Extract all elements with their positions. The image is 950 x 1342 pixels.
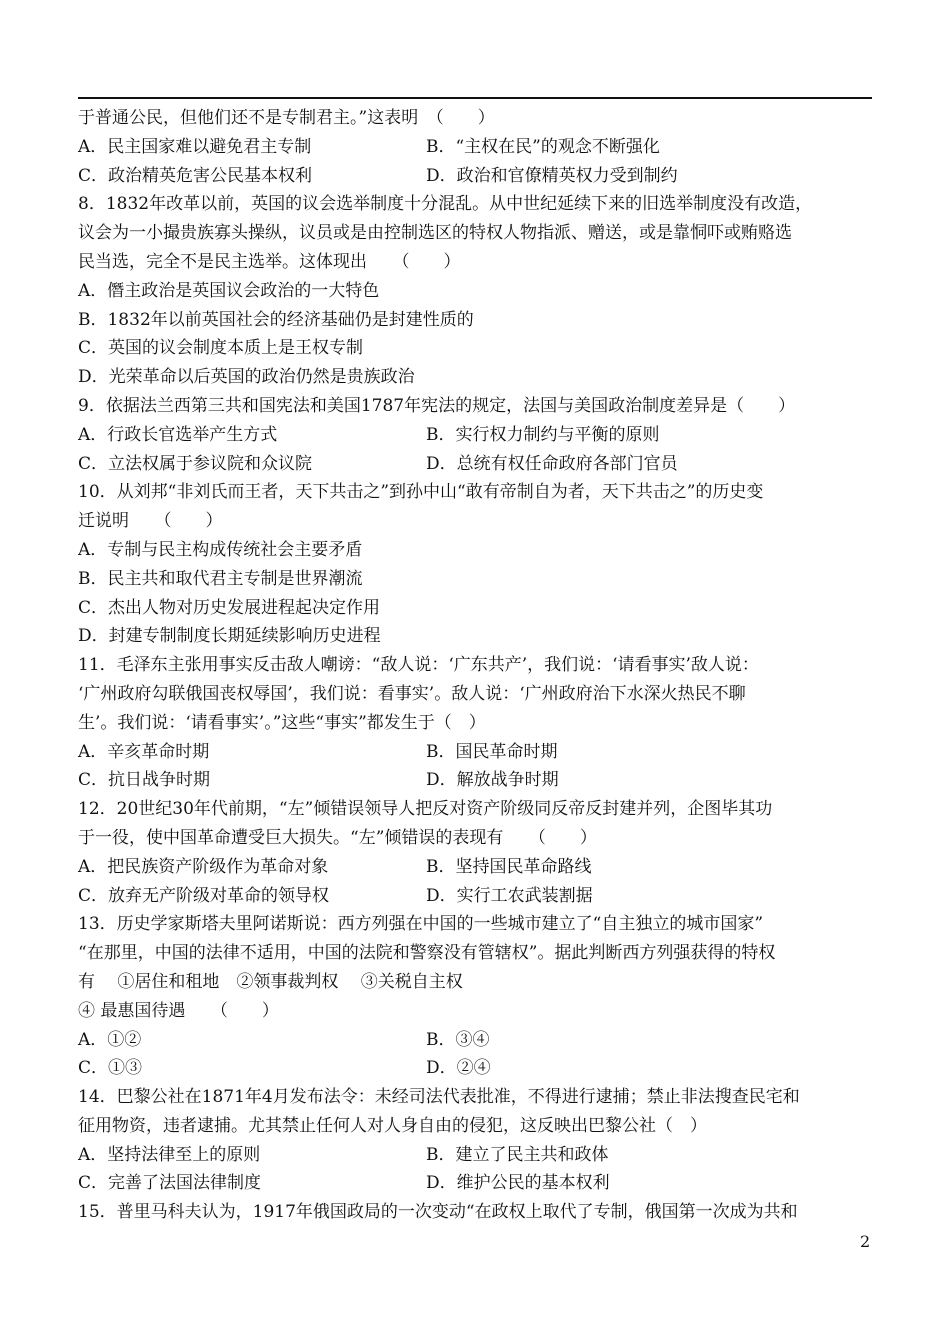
option-text: D．实行工农武装割据 xyxy=(426,885,593,906)
text-line: C．杰出人物对历史发展进程起决定作用 xyxy=(78,597,381,618)
option-text: A．坚持法律至上的原则 xyxy=(78,1144,261,1165)
page-body xyxy=(78,104,878,1227)
option-text: A．①② xyxy=(78,1029,142,1050)
option-row xyxy=(78,882,878,911)
option-row xyxy=(78,133,878,162)
text-line: A．僭主政治是英国议会政治的一大特色 xyxy=(78,280,380,301)
text-line: 生’。我们说：‘请看事实’。”这些“事实”都发生于（ ） xyxy=(78,712,486,733)
option-row xyxy=(78,1026,878,1055)
text-line: 10．从刘邦“非刘氏而王者，天下共击之”到孙中山“敢有帝制自为者，天下共击之”的历史变 xyxy=(78,482,764,503)
option-text: A．民主国家难以避免君主专制 xyxy=(78,136,312,157)
option-row xyxy=(78,1169,878,1198)
text-line: D．光荣革命以后英国的政治仍然是贵族政治 xyxy=(78,367,415,388)
text-line: 8．1832年改革以前，英国的议会选举制度十分混乱。从中世纪延续下来的旧选举制度没有改造， xyxy=(78,194,813,215)
text-line: C．英国的议会制度本质上是王权专制 xyxy=(78,338,364,359)
option-row xyxy=(78,766,878,795)
text-line: “在那里，中国的法律不适用，中国的法院和警察没有管辖权”。据此判断西方列强获得的特权 xyxy=(78,943,776,964)
option-text: D．总统有权任命政府各部门官员 xyxy=(426,453,678,474)
text-line: 15．普里马科夫认为，1917年俄国政局的一次变动“在政权上取代了专制，俄国第一次成为共和 xyxy=(78,1202,798,1223)
text-line: 征用物资，违者逮捕。尤其禁止任何人对人身自由的侵犯，这反映出巴黎公社（ ） xyxy=(78,1115,707,1136)
option-text: A．把民族资产阶级作为革命对象 xyxy=(78,856,329,877)
text-line: ④ 最惠国待遇 （ ） xyxy=(78,1000,279,1021)
option-text: D．解放战争时期 xyxy=(426,770,559,791)
text-line: 于一役，使中国革命遭受巨大损失。“左”倾错误的表现有 （ ） xyxy=(78,827,597,848)
option-text: B．国民革命时期 xyxy=(426,741,558,762)
text-line: ‘广州政府勾联俄国丧权辱国’，我们说：看事实’。敌人说：‘广州政府治下水深火热民不聊 xyxy=(78,683,746,704)
option-row xyxy=(78,421,878,450)
option-row xyxy=(78,1054,878,1083)
option-text: D．政治和官僚精英权力受到制约 xyxy=(426,165,678,186)
option-text: C．完善了法国法律制度 xyxy=(78,1173,262,1194)
option-text: C．立法权属于参议院和众议院 xyxy=(78,453,313,474)
text-line: B．民主共和取代君主专制是世界潮流 xyxy=(78,568,363,589)
text-line: 议会为一小撮贵族寡头操纵，议员或是由控制选区的特权人物指派、赠送，或是靠恫吓或贿赂选 xyxy=(78,223,792,244)
option-text: C．抗日战争时期 xyxy=(78,770,211,791)
text-line: 13．历史学家斯塔夫里阿诺斯说：西方列强在中国的一些城市建立了“自主独立的城市国家” xyxy=(78,914,764,935)
option-row xyxy=(78,450,878,479)
option-text: A．辛亥革命时期 xyxy=(78,741,210,762)
header-rule xyxy=(78,97,872,99)
option-text: B．③④ xyxy=(426,1029,490,1050)
text-line: 于普通公民，但他们还不是专制君主。”这表明 （ ） xyxy=(78,108,495,128)
option-text: C．放弃无产阶级对革命的领导权 xyxy=(78,885,330,906)
text-line: 9．依据法兰西第三共和国宪法和美国1787年宪法的规定，法国与美国政治制度差异是（ ） xyxy=(78,395,796,416)
text-line: D．封建专制制度长期延续影响历史进程 xyxy=(78,626,381,647)
option-text: A．行政长官选举产生方式 xyxy=(78,424,278,445)
option-text: C．政治精英危害公民基本权利 xyxy=(78,165,313,186)
text-line: 14．巴黎公社在1871年4月发布法令：未经司法代表批准，不得进行逮捕；禁止非法搜查民宅和 xyxy=(78,1087,800,1108)
option-row xyxy=(78,738,878,767)
page-number: 2 xyxy=(860,1232,871,1251)
option-text: B．建立了民主共和政体 xyxy=(426,1144,609,1165)
text-line: 11．毛泽东主张用事实反击敌人嘲谤：“敌人说：‘广东共产’，我们说：‘请看事实’敌人说： xyxy=(78,655,759,676)
option-row xyxy=(78,1141,878,1170)
text-line: 民当选，完全不是民主选举。这体现出 （ ） xyxy=(78,251,461,272)
option-text: C．①③ xyxy=(78,1058,143,1079)
text-line: 有 ①居住和租地 ②领事裁判权 ③关税自主权 xyxy=(78,971,463,992)
option-text: B．实行权力制约与平衡的原则 xyxy=(426,424,660,445)
text-line: A．专制与民主构成传统社会主要矛盾 xyxy=(78,539,363,560)
option-text: B．坚持国民革命路线 xyxy=(426,856,592,877)
option-row xyxy=(78,853,878,882)
text-line: 迁说明 （ ） xyxy=(78,511,223,532)
text-line: 12．20世纪30年代前期，“左”倾错误领导人把反对资产阶级同反帝反封建并列，企图毕其功 xyxy=(78,799,773,820)
text-line: B．1832年以前英国社会的经济基础仍是封建性质的 xyxy=(78,309,474,330)
option-row xyxy=(78,162,878,191)
option-text: D．②④ xyxy=(426,1058,491,1079)
option-text: B．“主权在民”的观念不断强化 xyxy=(426,136,660,157)
option-text: D．维护公民的基本权利 xyxy=(426,1173,610,1194)
